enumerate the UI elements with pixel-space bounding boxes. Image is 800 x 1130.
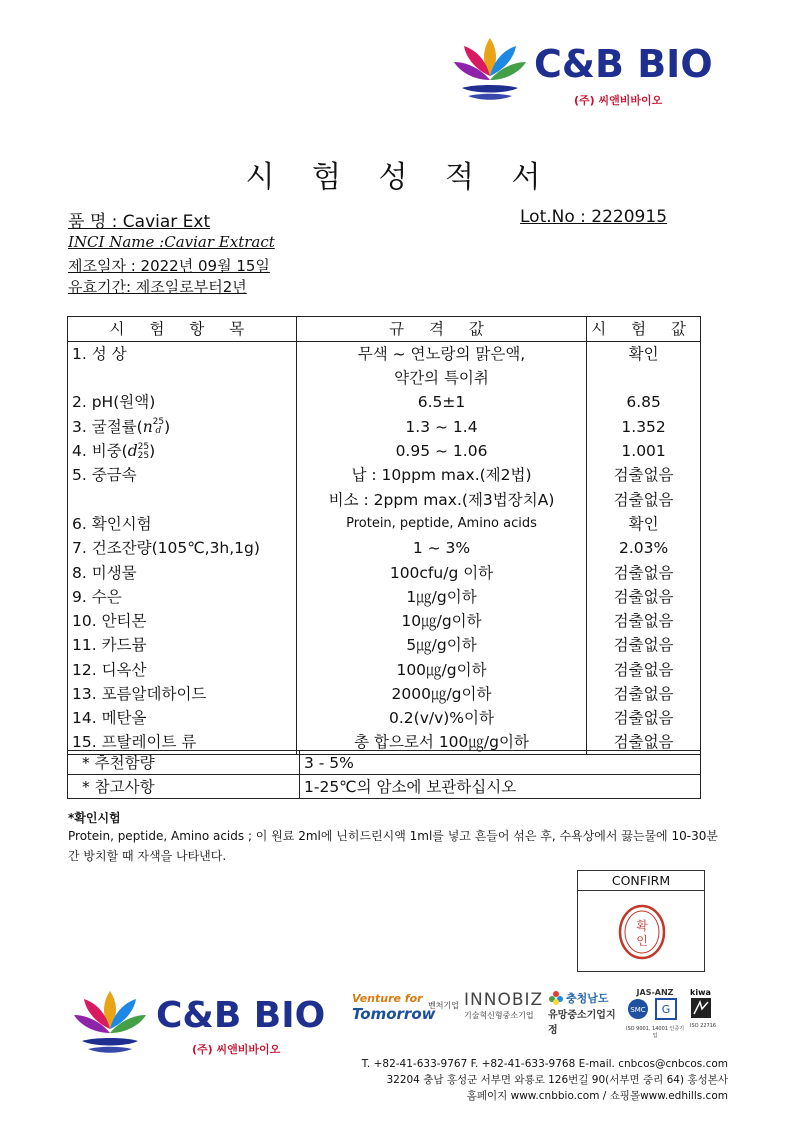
test-results-table [67, 316, 701, 755]
result-value: 확인 [587, 512, 701, 536]
result-value: 검출없음 [587, 730, 701, 755]
innobiz-certificate [464, 990, 546, 1021]
test-item: 11. 카드뮴 [68, 633, 297, 657]
density-fraction [138, 443, 149, 461]
svg-text:G: G [661, 1003, 671, 1016]
kiwa-badge-icon [690, 997, 712, 1019]
innobiz-text-b: 기술혁신형중소기업 [464, 1011, 534, 1020]
recommended-dose-label: * 추천함량 [68, 751, 300, 775]
kiwa-certificate [690, 988, 720, 1029]
test-item: 5. 중금속 [68, 463, 297, 487]
contact-address: 32204 충남 홍성군 서부면 와룡로 126번길 90(서부면 중리 64) 홍성본사 [386, 1074, 728, 1086]
test-item [68, 439, 297, 463]
spec-value: 2000㎍/g이하 [296, 682, 586, 706]
spec-value: 납 : 10ppm max.(제2법) [296, 463, 586, 487]
iso-badge-icon [624, 997, 684, 1021]
result-value: 검출없음 [587, 706, 701, 730]
spec-value: 5㎍/g이하 [296, 633, 586, 657]
certification-logos [352, 988, 722, 1038]
table-row [68, 512, 701, 536]
table-row [68, 366, 701, 390]
spec-value: 비소 : 2ppm max.(제3법장치A) [296, 487, 586, 511]
brand-subname: (주) 씨앤비바이오 [192, 1043, 281, 1056]
test-item-label: 4. 비중( [72, 442, 128, 461]
test-item: 14. 메탄올 [68, 706, 297, 730]
result-value: 검출없음 [587, 633, 701, 657]
contact-info [362, 1056, 728, 1104]
test-item [68, 415, 297, 439]
table-row [68, 439, 701, 463]
confirm-label: CONFIRM [578, 871, 704, 891]
refractive-symbol: n [142, 417, 153, 436]
recommended-dose-row [68, 751, 701, 775]
result-value: 검출없음 [587, 560, 701, 584]
table-row [68, 585, 701, 609]
contact-website: 홈페이지 www.cnbbio.com / 쇼핑몰www.edhills.com [466, 1090, 728, 1102]
spec-value: 100㎍/g이하 [296, 658, 586, 682]
refractive-index-fraction [153, 418, 164, 436]
table-row [68, 609, 701, 633]
spec-value: 6.5±1 [296, 390, 586, 414]
chungnam-certificate [548, 990, 622, 1036]
table-row [68, 390, 701, 414]
confirm-box [577, 870, 705, 972]
lot-number: Lot.No : 2220915 [520, 207, 668, 227]
spec-value: 무색 ~ 연노랑의 맑은액, [296, 342, 586, 367]
table-header-row [68, 317, 701, 342]
contact-phone-email: T. +82-41-633-9767 F. +82-41-633-9768 E-mail. cnbcos@cnbcos.com [361, 1058, 728, 1070]
table-row [68, 658, 701, 682]
test-item: 8. 미생물 [68, 560, 297, 584]
spec-value: 100cfu/g 이하 [296, 560, 586, 584]
header-test-item: 시 험 항 목 [68, 317, 297, 342]
test-item: 13. 포름알데하이드 [68, 682, 297, 706]
frac-sub: d [155, 426, 162, 437]
test-item: 7. 건조잔량(105℃,3h,1g) [68, 536, 297, 560]
venture-certificate [352, 992, 460, 1023]
result-value: 1.352 [587, 415, 701, 439]
table-row [68, 560, 701, 584]
table-row [68, 487, 701, 511]
chungnam-flower-icon [548, 990, 564, 1006]
table-row [68, 633, 701, 657]
brand-name: C&B BIO [534, 42, 713, 86]
chungnam-text-a: 충청남도 [566, 992, 609, 1005]
venture-text-a: Venture for [352, 992, 423, 1005]
result-value: 검출없음 [587, 658, 701, 682]
result-value: 검출없음 [587, 487, 701, 511]
brand-name: C&B BIO [156, 995, 326, 1036]
test-item-label: 3. 굴절률( [72, 417, 143, 436]
reference-note-row [68, 775, 701, 799]
manufacture-date: 제조일자 : 2022년 09월 15일 [68, 257, 270, 275]
lotus-logo-icon [72, 983, 148, 1059]
header-specification: 규 격 값 [296, 317, 586, 342]
reference-note-value: 1-25℃의 암소에 보관하십시오 [300, 775, 701, 799]
venture-text-b: Tomorrow [352, 1005, 436, 1023]
company-logo-bottom [72, 983, 342, 1063]
header-result: 시 험 값 [587, 317, 701, 342]
test-item: 12. 디옥산 [68, 658, 297, 682]
kiwa-text-b: ISO 22716 [690, 1023, 717, 1029]
table-row [68, 463, 701, 487]
table-row [68, 342, 701, 367]
test-item: 2. pH(원액) [68, 390, 297, 414]
test-item: 15. 프탈레이트 류 [68, 730, 297, 755]
result-value [587, 366, 701, 390]
frac-sub: 25 [137, 450, 150, 461]
brand-subname: (주) 씨앤비바이오 [574, 94, 663, 107]
innobiz-text-a: INNOBIZ [464, 990, 544, 1010]
reference-note-label: * 참고사항 [68, 775, 300, 799]
iso-certificate [624, 988, 686, 1039]
result-value: 검출없음 [587, 463, 701, 487]
spec-value: 0.2(v/v)%이하 [296, 706, 586, 730]
seal-text-2: 인 [636, 934, 648, 948]
spec-value: Protein, peptide, Amino acids [296, 512, 586, 536]
inci-name: INCI Name :Caviar Extract [68, 233, 275, 251]
spec-value: 1㎍/g이하 [296, 585, 586, 609]
spec-value: 10㎍/g이하 [296, 609, 586, 633]
product-name: 품 명 : Caviar Ext [68, 212, 211, 232]
result-value: 1.001 [587, 439, 701, 463]
lotus-logo-icon [452, 30, 528, 106]
company-logo-top [452, 30, 722, 110]
test-item [68, 487, 297, 511]
document-title: 시 험 성 적 서 [245, 160, 555, 195]
test-item: 6. 확인시험 [68, 512, 297, 536]
test-item: 1. 성 상 [68, 342, 297, 367]
test-item-end: ) [149, 442, 156, 461]
result-value: 검출없음 [587, 585, 701, 609]
venture-text-c: 벤처기업 [428, 1001, 459, 1010]
result-value: 2.03% [587, 536, 701, 560]
frac-sup: 25 [152, 417, 165, 428]
recommended-dose-value: 3 - 5% [300, 751, 701, 775]
result-value: 검출없음 [587, 682, 701, 706]
result-value: 확인 [587, 342, 701, 367]
svg-text:SMC: SMC [630, 1006, 646, 1014]
spec-value: 총 합으로서 100㎍/g이하 [296, 730, 586, 755]
test-item: 9. 수은 [68, 585, 297, 609]
expiry-period: 유효기간: 제조일로부터2년 [68, 278, 247, 296]
spec-value: 0.95 ~ 1.06 [296, 439, 586, 463]
test-item [68, 366, 297, 390]
note-body: Protein, peptide, Amino acids ; 이 원료 2ml에 닌히드린시액 1ml를 넣고 흔들어 섞은 후, 수욕상에서 끓는물에 10-30분간 방치할 때 자색을 나타낸다. [68, 829, 718, 863]
table-row [68, 415, 701, 439]
density-symbol: d [127, 442, 138, 461]
table-row [68, 536, 701, 560]
note-heading: *확인시험 [68, 811, 121, 825]
iso-text-b: ISO 9001, 14001 인증기업 [625, 1026, 685, 1039]
table-row [68, 682, 701, 706]
result-value: 6.85 [587, 390, 701, 414]
test-item-end: ) [164, 417, 171, 436]
seal-text-1: 확 [636, 919, 648, 933]
spec-value: 약간의 특이취 [296, 366, 586, 390]
chungnam-text-b: 유망중소기업지정 [548, 1010, 616, 1036]
frac-sup: 25 [137, 441, 150, 452]
iso-text-a: JAS-ANZ [636, 988, 674, 997]
spec-value: 1.3 ~ 1.4 [296, 415, 586, 439]
kiwa-text-a: kiwa [690, 988, 711, 997]
recommendation-table [67, 750, 701, 799]
test-item: 10. 안티몬 [68, 609, 297, 633]
seal-stamp-icon [616, 903, 668, 961]
table-row [68, 706, 701, 730]
result-value: 검출없음 [587, 609, 701, 633]
spec-value: 1 ~ 3% [296, 536, 586, 560]
